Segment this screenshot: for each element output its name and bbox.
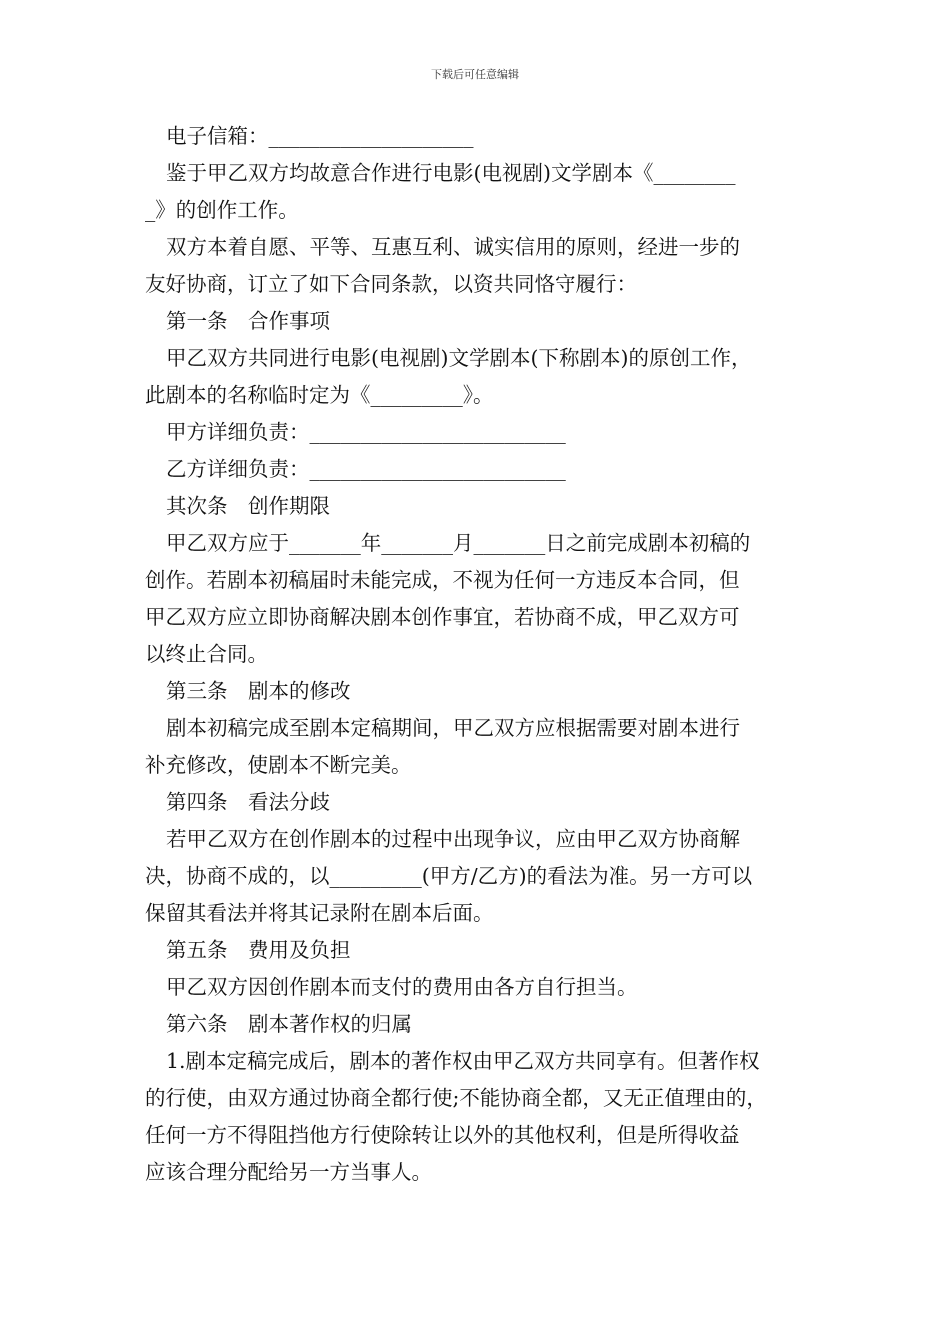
document-line: 甲乙双方因创作剧本而支付的费用由各方自行担当。: [166, 975, 638, 999]
document-line: 的行使，由双方通过协商全都行使;不能协商全都，又无正值理由的，: [145, 1086, 767, 1110]
document-line: 乙方详细负责：_________________________: [166, 457, 566, 481]
document-line: 电子信箱：____________________: [166, 124, 474, 148]
document-body: [145, 118, 810, 1191]
document-line: 剧本初稿完成至剧本定稿期间，甲乙双方应根据需要对剧本进行: [166, 716, 740, 740]
document-line: 友好协商，订立了如下合同条款，以资共同恪守履行：: [145, 272, 637, 296]
document-line: 决，协商不成的，以_________(甲方/乙方)的看法为准。另一方可以: [145, 864, 753, 888]
document-line: 双方本着自愿、平等、互惠互利、诚实信用的原则，经进一步的: [166, 235, 740, 259]
document-line: 第五条 费用及负担: [166, 938, 351, 962]
document-line: 以终止合同。: [145, 642, 268, 666]
document-line: 创作。若剧本初稿届时未能完成，不视为任何一方违反本合同，但: [145, 568, 740, 592]
document-line: 甲乙双方共同进行电影(电视剧)文学剧本(下称剧本)的原创工作，: [166, 346, 752, 370]
document-line: 鉴于甲乙双方均故意合作进行电影(电视剧)文学剧本《________: [166, 161, 736, 185]
document-line: 任何一方不得阻挡他方行使除转让以外的其他权利，但是所得收益: [145, 1123, 740, 1147]
document-line: 应该合理分配给另一方当事人。: [145, 1160, 432, 1184]
document-line: 第一条 合作事项: [166, 309, 330, 333]
document-line: 甲方详细负责：_________________________: [166, 420, 566, 444]
document-line: 此剧本的名称临时定为《_________》。: [145, 383, 494, 407]
document-line: _》的创作工作。: [145, 198, 299, 222]
document-line: 补充修改，使剧本不断完美。: [145, 753, 412, 777]
page-header-note: 下载后可任意编辑: [431, 68, 519, 81]
document-line: 第六条 剧本著作权的归属: [166, 1012, 412, 1036]
document-line: 若甲乙双方在创作剧本的过程中出现争议，应由甲乙双方协商解: [166, 827, 740, 851]
document-line: 第四条 看法分歧: [166, 790, 330, 814]
document-line: 1.剧本定稿完成后，剧本的著作权由甲乙双方共同享有。但著作权: [166, 1049, 760, 1073]
document-line: 其次条 创作期限: [166, 494, 330, 518]
document-line: 第三条 剧本的修改: [166, 679, 351, 703]
document-line: 甲乙双方应立即协商解决剧本创作事宜，若协商不成，甲乙双方可: [145, 605, 740, 629]
document-line: 甲乙双方应于_______年_______月_______日之前完成剧本初稿的: [166, 531, 751, 555]
document-line: 保留其看法并将其记录附在剧本后面。: [145, 901, 494, 925]
